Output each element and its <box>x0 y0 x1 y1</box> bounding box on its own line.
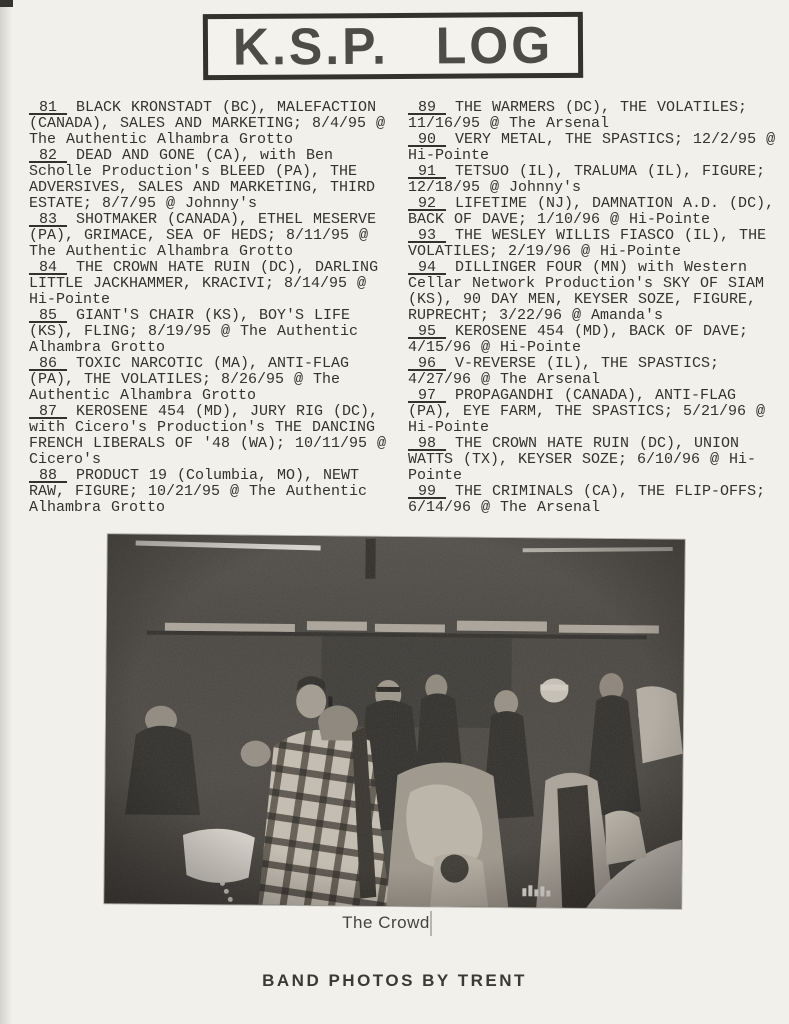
entry-text: TETSUO (IL), TRALUMA (IL), FIGURE; 12/18/95 @ Johnny's <box>408 163 766 196</box>
log-column-left <box>29 100 397 516</box>
log-entry <box>29 468 397 516</box>
crowd-photo <box>104 534 685 909</box>
show-log <box>29 100 777 516</box>
entry-text: PRODUCT 19 (Columbia, MO), NEWT RAW, FIGURE; 10/21/95 @ The Authentic Alhambra Grotto <box>29 467 368 516</box>
log-entry <box>29 212 397 260</box>
log-entry <box>408 260 776 324</box>
entry-text: SHOTMAKER (CANADA), ETHEL MESERVE (PA), GRIMACE, SEA OF HEDS; 8/11/95 @ The Authentic Alhambra Grotto <box>29 211 377 260</box>
entry-text: VERY METAL, THE SPASTICS; 12/2/95 @ Hi-Pointe <box>408 131 776 164</box>
log-entry <box>408 132 776 164</box>
photo-credit: BAND PHOTOS BY TRENT <box>262 971 527 990</box>
log-entry <box>29 404 397 468</box>
log-entry <box>29 308 397 356</box>
log-entry <box>408 436 776 484</box>
entry-number: 93 <box>408 227 447 244</box>
entry-number: 96 <box>408 355 447 372</box>
entry-text: BLACK KRONSTADT (BC), MALEFACTION (CANADA), SALES AND MARKETING; 8/4/95 @ The Authentic Alhambra Grotto <box>29 99 386 148</box>
entry-number: 86 <box>29 355 68 372</box>
entry-number: 91 <box>408 163 447 180</box>
entry-number: 94 <box>408 259 447 276</box>
entry-text: THE CRIMINALS (CA), THE FLIP-OFFS; 6/14/96 @ The Arsenal <box>408 483 766 516</box>
entry-number: 99 <box>408 483 447 500</box>
entry-text: KEROSENE 454 (MD), BACK OF DAVE; 4/15/96 @ Hi-Pointe <box>408 323 749 356</box>
entry-text: PROPAGANDHI (CANADA), ANTI-FLAG (PA), EYE FARM, THE SPASTICS; 5/21/96 @ Hi-Pointe <box>408 387 766 436</box>
log-entry <box>408 164 776 196</box>
crowd-photo-graphic <box>104 534 685 909</box>
entry-number: 83 <box>29 211 68 228</box>
log-column-right <box>408 100 776 516</box>
entry-number: 81 <box>29 99 68 116</box>
log-entry <box>29 100 397 148</box>
entry-text: THE WESLEY WILLIS FIASCO (IL), THE VOLATILES; 2/19/96 @ Hi-Pointe <box>408 227 767 260</box>
entry-number: 84 <box>29 259 68 276</box>
log-entry <box>408 388 776 436</box>
photo-caption: The Crowd <box>342 913 430 932</box>
log-entry <box>408 196 776 228</box>
entry-text: DILLINGER FOUR (MN) with Western Cellar Network Production's SKY OF SIAM (KS), 90 DAY MEN, KEYSER SOZE, FIGURE, RUPRECHT; 3/22/96 @ Amanda's <box>408 259 765 324</box>
scan-stray-mark <box>430 911 432 936</box>
entry-number: 82 <box>29 147 68 164</box>
entry-number: 89 <box>408 99 447 116</box>
entry-number: 98 <box>408 435 447 452</box>
entry-number: 90 <box>408 131 447 148</box>
log-entry <box>408 228 776 260</box>
log-entry <box>408 324 776 356</box>
scan-corner-mark <box>0 0 13 7</box>
entry-text: V-REVERSE (IL), THE SPASTICS; 4/27/96 @ The Arsenal <box>408 355 720 388</box>
entry-number: 87 <box>29 403 68 420</box>
entry-number: 97 <box>408 387 447 404</box>
entry-text: LIFETIME (NJ), DAMNATION A.D. (DC), BACK OF DAVE; 1/10/96 @ Hi-Pointe <box>408 195 775 228</box>
log-entry <box>29 356 397 404</box>
log-entry <box>29 148 397 212</box>
entry-text: TOXIC NARCOTIC (MA), ANTI-FLAG (PA), THE VOLATILES; 8/26/95 @ The Authentic Alhambra Grotto <box>29 355 350 404</box>
title-box <box>203 12 583 80</box>
page-title: K.S.P. LOG <box>232 15 554 77</box>
log-entry <box>29 260 397 308</box>
entry-number: 95 <box>408 323 447 340</box>
log-entry <box>408 100 776 132</box>
entry-text: THE CROWN HATE RUIN (DC), DARLING LITTLE JACKHAMMER, KRACIVI; 8/14/95 @ Hi-Pointe <box>29 259 379 308</box>
entry-text: THE CROWN HATE RUIN (DC), UNION WATTS (TX), KEYSER SOZE; 6/10/96 @ Hi-Pointe <box>408 435 757 484</box>
log-entry <box>408 356 776 388</box>
entry-text: DEAD AND GONE (CA), with Ben Scholle Production's BLEED (PA), THE ADVERSIVES, SALES AND MARKETING, THIRD ESTATE; 8/7/95 @ Johnny's <box>29 147 376 212</box>
entry-number: 92 <box>408 195 447 212</box>
entry-number: 88 <box>29 467 68 484</box>
log-entry <box>408 484 776 516</box>
entry-text: GIANT'S CHAIR (KS), BOY'S LIFE (KS), FLING; 8/19/95 @ The Authentic Alhambra Grotto <box>29 307 359 356</box>
scan-edge-shadow <box>0 0 12 1024</box>
entry-text: THE WARMERS (DC), THE VOLATILES; 11/16/95 @ The Arsenal <box>408 99 748 132</box>
entry-text: KEROSENE 454 (MD), JURY RIG (DC), with Cicero's Production's THE DANCING FRENCH LIBERALS OF '48 (WA); 10/11/95 @ Cicero's <box>29 403 387 468</box>
entry-number: 85 <box>29 307 68 324</box>
